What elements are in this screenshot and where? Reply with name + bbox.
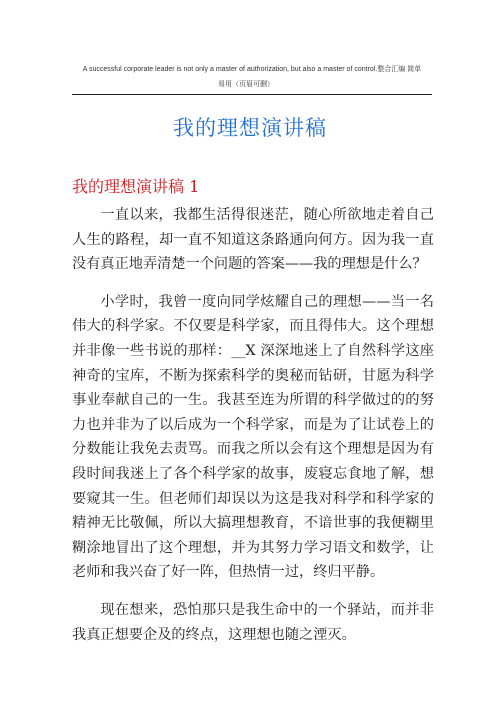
header-line-1: A successful corporate leader is not only a master of authorization, but also a master of control.整合汇编 简单 (82, 66, 422, 73)
page-header (72, 62, 432, 92)
section-heading: 我的理想演讲稿 1 (72, 177, 200, 196)
document-title: 我的理想演讲稿 (173, 116, 327, 140)
paragraph-2: 小学时，我曾一度向同学炫耀自己的理想——当一名伟大的科学家。不仅要是科学家，而且得伟大。这个理想并非像一些书说的那样：__X 深深地迷上了自然科学这座神奇的宝库，不断为探索科学的奥秘而钻研，甘愿为科学事业奉献自己的一生。我甚至连为所谓的科学做过的的努力也并非为了以后成为一个科学家，而是为了让试卷上的分数能让我免去责骂。而我之所以会有这个理想是因为有段时间我迷上了各个科学家的故事，废寝忘食地了解，想要窥其一生。但老师们却误以为这是我对科学和科学家的精神无比敬佩，所以大搞理想教育，不谙世事的我便糊里糊涂地冒出了这个理想，并为其努力学习语文和数学，让老师和我兴奋了好一阵，但热情一过，终归平静。 (72, 293, 434, 581)
paragraph-3: 现在想来，恐怕那只是我生命中的一个驿站，而并非我真正想要企及的终点，这理想也随之湮灭。 (72, 601, 434, 643)
paragraph-1: 一直以来，我都生活得很迷茫，随心所欲地走着自己人生的路程，却一直不知道这条路通向何方。因为我一直没有真正地弄清楚一个问题的答案——我的理想是什么？ (72, 207, 434, 273)
header-line-2: 易用（页眉可删） (218, 81, 274, 88)
header-divider (72, 94, 432, 95)
body-text (72, 203, 434, 660)
